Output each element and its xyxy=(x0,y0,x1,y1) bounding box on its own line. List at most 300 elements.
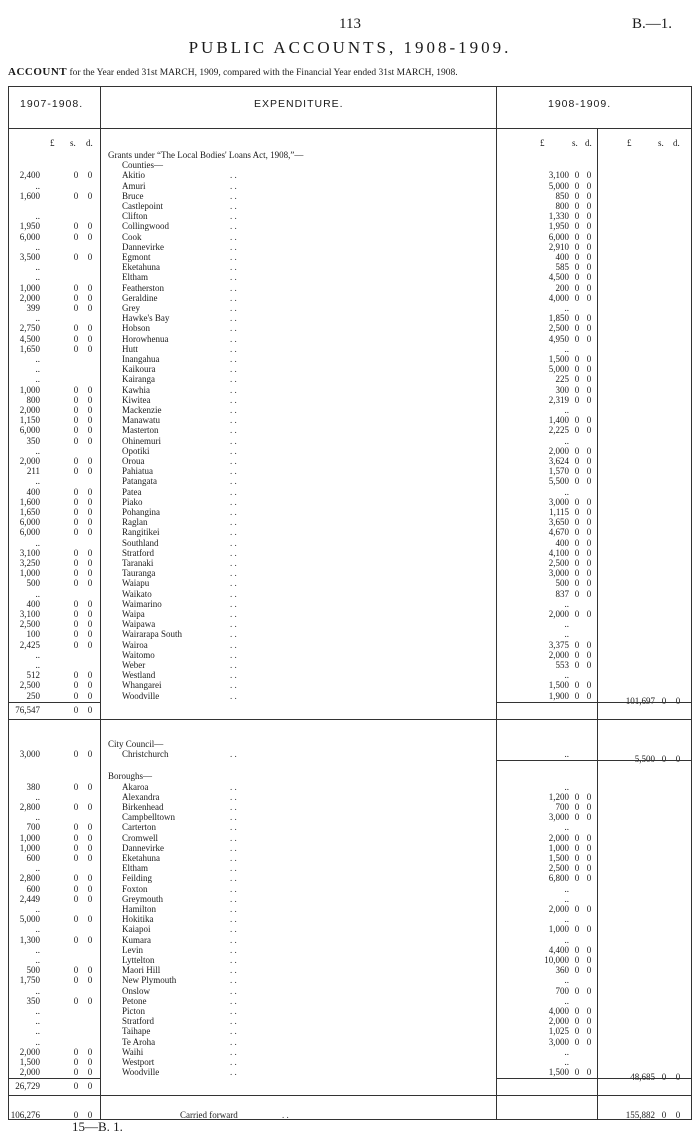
curr-year-pounds: 5,500 xyxy=(548,476,569,487)
dot-leader: . . xyxy=(230,670,237,681)
item-name: Dannevirke xyxy=(122,842,164,853)
ledger-row xyxy=(0,873,700,883)
prev-year-shillings: 0 xyxy=(73,343,79,354)
pence-heading: d. xyxy=(86,138,93,148)
page-footer: 15—B. 1. xyxy=(72,1119,123,1134)
item-name: Opotiki xyxy=(122,445,150,456)
prev-year-pounds: .. xyxy=(35,364,40,375)
prev-year-shillings: 0 xyxy=(73,547,79,558)
prev-year-pence: 0 xyxy=(87,394,93,405)
curr-year-pounds: .. xyxy=(564,629,569,640)
prev-year-pounds: 1,950 xyxy=(19,221,40,232)
item-name: Hokitika xyxy=(122,914,154,925)
ledger-row xyxy=(0,446,700,456)
curr-year-pence: 0 xyxy=(586,262,592,273)
ledger-row xyxy=(0,833,700,843)
prev-year-shillings: 0 xyxy=(73,832,79,843)
item-name: Featherston xyxy=(122,282,164,293)
dot-leader: . . xyxy=(230,660,237,670)
section-heading: City Council— xyxy=(108,739,164,749)
curr-year-shillings: 0 xyxy=(574,292,580,303)
curr-year-pence: 0 xyxy=(586,853,592,863)
curr-year-pounds: 5,000 xyxy=(548,364,569,375)
prev-year-pounds: 1,600 xyxy=(19,496,40,507)
prev-year-pounds: 500 xyxy=(26,965,40,976)
prev-year-pence: 0 xyxy=(87,221,93,232)
curr-year-shillings: 0 xyxy=(574,944,580,955)
prev-year-pounds: 512 xyxy=(26,670,40,681)
section-heading-row xyxy=(0,739,700,749)
prev-year-pounds: .. xyxy=(35,660,40,670)
dot-leader: . . xyxy=(230,272,237,283)
ledger-row xyxy=(0,749,700,765)
ledger-row xyxy=(0,507,700,517)
page-number: 113 xyxy=(339,16,361,32)
curr-year-pence: 0 xyxy=(586,680,592,691)
item-name: Stratford xyxy=(122,1016,154,1027)
curr-year-shillings: 0 xyxy=(574,639,580,650)
dot-leader: . . xyxy=(230,975,237,986)
dot-leader: . . xyxy=(230,333,237,344)
ledger-row xyxy=(0,201,700,211)
item-name: Akitio xyxy=(122,170,146,181)
ledger-row xyxy=(0,487,700,497)
group-total-pounds: 48,685 xyxy=(630,1072,655,1083)
curr-year-shillings: 0 xyxy=(574,527,580,538)
prev-year-pounds: 400 xyxy=(26,598,40,609)
curr-year-shillings: 0 xyxy=(574,313,580,324)
item-name: Picton xyxy=(122,1006,146,1016)
curr-year-shillings: 0 xyxy=(574,201,580,211)
ledger-row xyxy=(0,221,700,231)
curr-year-pounds: .. xyxy=(564,1057,569,1067)
prev-year-pounds: .. xyxy=(35,272,40,283)
curr-year-pence: 0 xyxy=(586,924,592,935)
curr-year-shillings: 0 xyxy=(574,394,580,405)
curr-year-pence: 0 xyxy=(586,456,592,466)
item-name: Whangarei xyxy=(122,680,162,691)
curr-year-pence: 0 xyxy=(586,547,592,558)
subtitle-period: for the Year ended 31st MARCH, 1909, compared with the Financial Year ended 31st MARCH, 1908. xyxy=(69,68,458,78)
item-name: Levin xyxy=(122,944,143,955)
prev-year-pence: 0 xyxy=(87,517,93,528)
ledger-row xyxy=(0,843,700,853)
item-name: Carried forward xyxy=(180,1109,238,1120)
prev-year-pence: 0 xyxy=(87,252,93,262)
prev-year-pounds: 380 xyxy=(26,781,40,792)
ledger-row xyxy=(0,425,700,435)
curr-year-shillings: 0 xyxy=(574,221,580,232)
ledger-row xyxy=(0,924,700,934)
prev-year-pence: 0 xyxy=(87,1057,93,1067)
curr-year-shillings: 0 xyxy=(574,415,580,426)
prev-year-pounds: 600 xyxy=(26,883,40,894)
curr-year-pence: 0 xyxy=(586,660,592,670)
item-name: Kaikoura xyxy=(122,364,156,375)
prev-year-pounds: 3,250 xyxy=(19,558,40,568)
curr-year-pence: 0 xyxy=(586,537,592,548)
curr-year-pounds: 1,500 xyxy=(548,1067,569,1078)
prev-year-pounds: 1,500 xyxy=(19,1057,40,1067)
curr-year-pounds: 2,000 xyxy=(548,609,569,619)
prev-year-pounds: 100 xyxy=(26,629,40,640)
prev-year-pounds: 2,000 xyxy=(19,1067,40,1078)
curr-year-pounds: 800 xyxy=(555,201,569,211)
curr-year-shillings: 0 xyxy=(574,985,580,996)
prev-year-pence: 0 xyxy=(87,832,93,843)
curr-year-pounds: 850 xyxy=(555,190,569,201)
ledger-row xyxy=(0,323,700,333)
prev-year-pence: 0 xyxy=(87,965,93,976)
ledger-row xyxy=(0,497,700,507)
curr-year-pounds: 400 xyxy=(555,537,569,548)
curr-year-pence: 0 xyxy=(586,873,592,884)
curr-year-pounds: .. xyxy=(564,914,569,925)
curr-year-pence: 0 xyxy=(586,211,592,222)
item-name: Castlepoint xyxy=(122,201,163,211)
prev-year-shillings: 0 xyxy=(73,190,79,201)
curr-year-pounds: 1,400 xyxy=(548,415,569,426)
prev-year-shillings: 0 xyxy=(73,221,79,232)
prev-year-pounds: .. xyxy=(35,476,40,487)
ledger-row xyxy=(0,894,700,904)
dot-leader: . . xyxy=(230,537,237,548)
prev-year-shillings: 0 xyxy=(73,303,79,313)
dot-leader: . . xyxy=(230,680,237,691)
dot-leader: . . xyxy=(230,190,237,201)
curr-year-pounds: 300 xyxy=(555,384,569,395)
prev-year-shillings: 0 xyxy=(73,1057,79,1067)
prev-year-shillings: 0 xyxy=(73,394,79,405)
item-name: Masterton xyxy=(122,425,159,436)
curr-year-pence: 0 xyxy=(586,985,592,996)
prev-year-pence: 0 xyxy=(87,619,93,630)
item-name: Cook xyxy=(122,231,142,242)
prev-year-pounds: 350 xyxy=(26,995,40,1006)
prev-year-pounds: .. xyxy=(35,374,40,385)
curr-year-pounds: 1,570 xyxy=(548,466,569,477)
prev-year-pence: 0 xyxy=(87,486,93,497)
item-name: Woodville xyxy=(122,1067,160,1078)
curr-year-shillings: 0 xyxy=(574,965,580,976)
curr-year-shillings: 0 xyxy=(574,476,580,487)
group-total-shillings: 0 xyxy=(661,1109,667,1120)
subtitle-account-word: ACCOUNT xyxy=(8,66,68,78)
curr-year-pence: 0 xyxy=(586,272,592,283)
curr-year-pounds: 2,000 xyxy=(548,832,569,843)
dot-leader: . . xyxy=(230,282,237,293)
dot-leader: . . xyxy=(230,517,237,528)
curr-year-pounds: .. xyxy=(564,893,569,904)
prev-year-shillings: 0 xyxy=(73,527,79,538)
prev-year-shillings: 0 xyxy=(73,670,79,681)
prev-year-shillings: 0 xyxy=(73,934,79,945)
prev-year-pounds: 3,500 xyxy=(19,252,40,262)
prev-year-pounds: 26,729 xyxy=(15,1081,40,1092)
prev-year-pounds: 6,000 xyxy=(19,517,40,528)
prev-year-shillings: 0 xyxy=(73,517,79,528)
curr-year-shillings: 0 xyxy=(574,517,580,528)
prev-year-pounds: 2,500 xyxy=(19,619,40,630)
curr-year-pence: 0 xyxy=(586,323,592,334)
curr-year-pounds: 2,500 xyxy=(548,323,569,334)
curr-year-pence: 0 xyxy=(586,944,592,955)
dot-leader: . . xyxy=(230,445,237,456)
ledger-row xyxy=(0,782,700,792)
prev-year-shillings: 0 xyxy=(73,425,79,436)
curr-year-pence: 0 xyxy=(586,415,592,426)
ledger-row xyxy=(0,364,700,374)
item-name: Campbelltown xyxy=(122,812,175,823)
prev-year-header: 1907-1908. xyxy=(20,98,84,110)
ledger-row xyxy=(0,354,700,364)
ledger-row xyxy=(0,680,700,690)
curr-year-pence: 0 xyxy=(586,180,592,191)
curr-year-shillings: 0 xyxy=(574,649,580,660)
prev-year-shillings: 0 xyxy=(73,486,79,497)
pence-heading: d. xyxy=(585,138,592,148)
dot-leader: . . xyxy=(230,476,237,487)
curr-year-pounds: 2,225 xyxy=(548,425,569,436)
item-name: Maori Hill xyxy=(122,965,161,976)
prev-year-pence: 0 xyxy=(87,639,93,650)
prev-year-pounds: 2,800 xyxy=(19,873,40,884)
curr-year-pounds: 2,000 xyxy=(548,904,569,914)
prev-year-shillings: 0 xyxy=(73,690,79,701)
dot-leader: . . xyxy=(230,415,237,426)
prev-year-pounds: 3,100 xyxy=(19,547,40,558)
ledger-row xyxy=(0,822,700,832)
curr-year-pounds: 4,400 xyxy=(548,944,569,955)
curr-year-header: 1908-1909. xyxy=(548,98,612,110)
ledger-row xyxy=(0,211,700,221)
dot-leader: . . xyxy=(230,405,237,415)
item-name: Taihape xyxy=(122,1026,151,1037)
curr-year-shillings: 0 xyxy=(574,211,580,222)
prev-year-shillings: 0 xyxy=(73,639,79,650)
curr-year-pence: 0 xyxy=(586,292,592,303)
item-name: Kumara xyxy=(122,934,151,945)
curr-year-pounds: 2,500 xyxy=(548,558,569,568)
ledger-row xyxy=(0,344,700,354)
prev-year-shillings: 0 xyxy=(73,456,79,466)
prev-year-pounds: .. xyxy=(35,211,40,222)
dot-leader: . . xyxy=(230,496,237,507)
dot-leader: . . xyxy=(230,598,237,609)
prev-year-pence: 0 xyxy=(87,435,93,446)
item-name: Onslow xyxy=(122,985,151,996)
curr-year-pounds: .. xyxy=(564,781,569,792)
ledger-row xyxy=(0,619,700,629)
prev-year-pounds: 250 xyxy=(26,690,40,701)
curr-year-shillings: 0 xyxy=(574,333,580,344)
curr-year-pence: 0 xyxy=(586,904,592,914)
item-name: Foxton xyxy=(122,883,148,894)
dot-leader: . . xyxy=(230,649,237,660)
item-name: Inangahua xyxy=(122,354,160,364)
curr-year-pence: 0 xyxy=(586,445,592,456)
curr-year-pounds: .. xyxy=(564,435,569,446)
dot-leader: . . xyxy=(230,241,237,252)
curr-year-shillings: 0 xyxy=(574,1036,580,1047)
curr-year-pence: 0 xyxy=(586,190,592,201)
dot-leader: . . xyxy=(230,303,237,313)
prev-year-shillings: 0 xyxy=(73,704,79,715)
curr-year-shillings: 0 xyxy=(574,578,580,589)
prev-year-pounds: .. xyxy=(35,262,40,273)
curr-year-pounds: 2,319 xyxy=(548,394,569,405)
section-heading-row xyxy=(0,160,700,170)
item-name: Waipa xyxy=(122,609,145,619)
item-name: Alexandra xyxy=(122,791,160,802)
item-name: Stratford xyxy=(122,547,154,558)
curr-year-shillings: 0 xyxy=(574,863,580,874)
item-name: Woodville xyxy=(122,690,160,701)
item-name: Mackenzie xyxy=(122,405,162,415)
dot-leader: . . xyxy=(230,343,237,354)
ledger-row xyxy=(0,802,700,812)
item-name: Hutt xyxy=(122,343,139,354)
curr-year-shillings: 0 xyxy=(574,282,580,293)
prev-year-pounds: 1,650 xyxy=(19,507,40,517)
prev-year-pounds: .. xyxy=(35,588,40,599)
curr-year-shillings: 0 xyxy=(574,180,580,191)
curr-year-pence: 0 xyxy=(586,639,592,650)
dot-leader: . . xyxy=(230,435,237,446)
curr-year-pounds: 2,000 xyxy=(548,445,569,456)
dot-leader: . . xyxy=(230,394,237,405)
dot-leader: . . xyxy=(230,578,237,589)
item-name: Pahiatua xyxy=(122,466,153,477)
ledger-row xyxy=(0,374,700,384)
ledger-row xyxy=(0,252,700,262)
dot-leader: . . xyxy=(230,384,237,395)
curr-year-pounds: 3,100 xyxy=(548,170,569,181)
group-total-pence: 0 xyxy=(675,1109,681,1120)
prev-year-pounds: 2,400 xyxy=(19,170,40,181)
dot-leader: . . xyxy=(230,588,237,599)
item-name: Wairarapa South xyxy=(122,629,183,640)
curr-year-pounds: .. xyxy=(564,619,569,630)
ledger-row xyxy=(0,466,700,476)
item-name: Waipawa xyxy=(122,619,156,630)
ledger-row xyxy=(0,629,700,639)
dot-leader: . . xyxy=(230,201,237,211)
curr-year-pence: 0 xyxy=(586,1067,592,1078)
curr-year-shillings: 0 xyxy=(574,496,580,507)
dot-leader: . . xyxy=(230,893,237,904)
prev-year-pence: 0 xyxy=(87,842,93,853)
ledger-row xyxy=(0,955,700,965)
ledger-row xyxy=(0,293,700,303)
curr-year-shillings: 0 xyxy=(574,791,580,802)
prev-year-pounds: .. xyxy=(35,241,40,252)
prev-year-shillings: 0 xyxy=(73,333,79,344)
prev-year-shillings: 0 xyxy=(73,853,79,863)
group-total-pence: 0 xyxy=(675,695,681,706)
dot-leader: . . xyxy=(230,832,237,843)
prev-year-pence: 0 xyxy=(87,558,93,568)
prev-year-pounds: 211 xyxy=(26,466,40,477)
curr-year-pounds: 225 xyxy=(555,374,569,385)
prev-year-pounds: .. xyxy=(35,1026,40,1037)
prev-year-shillings: 0 xyxy=(73,619,79,630)
prev-year-shillings: 0 xyxy=(73,496,79,507)
curr-year-shillings: 0 xyxy=(574,660,580,670)
dot-leader: . . xyxy=(230,1006,237,1016)
prev-year-pence: 0 xyxy=(87,598,93,609)
dot-leader: . . xyxy=(230,323,237,334)
curr-year-pounds: 4,670 xyxy=(548,527,569,538)
prev-year-shillings: 0 xyxy=(73,1046,79,1057)
prev-year-shillings: 0 xyxy=(73,842,79,853)
pound-heading: £ xyxy=(50,138,55,148)
item-name: Westland xyxy=(122,670,156,681)
prev-year-pounds: 1,600 xyxy=(19,190,40,201)
curr-year-pounds: 700 xyxy=(555,802,569,812)
prev-year-shillings: 0 xyxy=(73,435,79,446)
item-name: Taranaki xyxy=(122,558,154,568)
curr-year-pounds: 4,100 xyxy=(548,547,569,558)
item-name: Grey xyxy=(122,303,140,313)
group-total-pence: 0 xyxy=(675,754,681,765)
curr-year-pounds: .. xyxy=(564,822,569,833)
curr-year-pounds: .. xyxy=(564,975,569,986)
dot-leader: . . xyxy=(230,547,237,558)
prev-year-shillings: 0 xyxy=(73,598,79,609)
dot-leader: . . xyxy=(230,965,237,976)
ledger-row xyxy=(0,1037,700,1047)
pence-heading: d. xyxy=(673,138,680,148)
dot-leader: . . xyxy=(230,568,237,579)
prev-year-pounds: 2,800 xyxy=(19,802,40,812)
dot-leader: . . xyxy=(230,934,237,945)
item-name: Birkenhead xyxy=(122,802,164,812)
ledger-row xyxy=(0,456,700,466)
item-name: Raglan xyxy=(122,517,148,528)
dot-leader: . . xyxy=(230,863,237,874)
curr-year-pence: 0 xyxy=(586,170,592,181)
curr-year-shillings: 0 xyxy=(574,323,580,334)
prev-year-pounds: 2,449 xyxy=(19,893,40,904)
prev-year-pence: 0 xyxy=(87,749,93,760)
pound-heading: £ xyxy=(540,138,545,148)
dot-leader: . . xyxy=(230,955,237,965)
prev-year-pence: 0 xyxy=(87,578,93,589)
prev-year-shillings: 0 xyxy=(73,802,79,812)
prev-year-pence: 0 xyxy=(87,802,93,812)
curr-year-pounds: 4,000 xyxy=(548,1006,569,1016)
item-name: Piako xyxy=(122,496,143,507)
curr-year-pounds: 2,910 xyxy=(548,241,569,252)
curr-year-pence: 0 xyxy=(586,527,592,538)
prev-year-shillings: 0 xyxy=(73,568,79,579)
ledger-row xyxy=(0,405,700,415)
prev-year-shillings: 0 xyxy=(73,1109,79,1120)
item-name: Lyttelton xyxy=(122,955,155,965)
prev-year-shillings: 0 xyxy=(73,578,79,589)
prev-year-pounds: .. xyxy=(35,863,40,874)
curr-year-pence: 0 xyxy=(586,476,592,487)
dot-leader: . . xyxy=(230,883,237,894)
curr-year-pence: 0 xyxy=(586,791,592,802)
item-name: Geraldine xyxy=(122,292,158,303)
curr-year-pence: 0 xyxy=(586,241,592,252)
curr-year-pounds: .. xyxy=(564,405,569,415)
curr-year-pounds: 3,000 xyxy=(548,568,569,579)
section-rule xyxy=(496,1078,692,1079)
prev-year-pounds: .. xyxy=(35,313,40,324)
